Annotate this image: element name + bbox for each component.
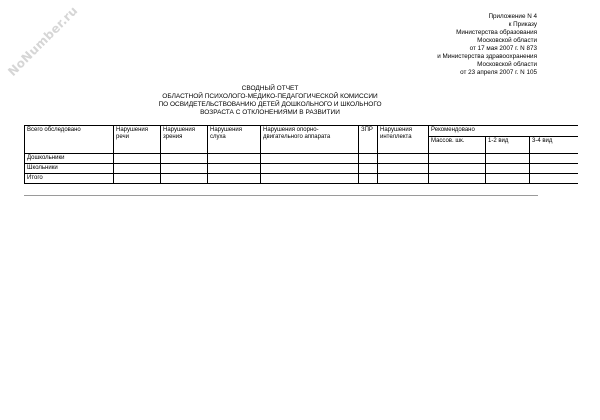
table-cell xyxy=(208,174,261,184)
header-row xyxy=(25,126,578,137)
table-cell xyxy=(161,164,208,174)
row-label-preschool: Дошкольники xyxy=(25,154,114,164)
table-row xyxy=(25,164,578,174)
table-cell xyxy=(530,174,578,184)
title-line: СВОДНЫЙ ОТЧЕТ xyxy=(241,85,299,92)
table-row xyxy=(25,174,578,184)
table-cell xyxy=(486,164,530,174)
header-musculoskeletal: Нарушения опорно-двигательного аппарата xyxy=(261,126,359,154)
header-recommended: Рекомендовано xyxy=(429,126,578,137)
table-cell xyxy=(530,164,578,174)
table-cell xyxy=(486,174,530,184)
table-cell xyxy=(208,154,261,164)
report-table xyxy=(24,125,578,184)
table-cell xyxy=(261,174,359,184)
table-cell xyxy=(359,154,378,164)
header-mass-school: Массов. шк. xyxy=(429,137,486,154)
row-label-schoolchildren: Школьники xyxy=(25,164,114,174)
approval-line: Министерства образования xyxy=(456,29,537,36)
table-cell xyxy=(530,154,578,164)
approval-block xyxy=(437,13,537,77)
report-title xyxy=(140,85,400,117)
table-cell xyxy=(114,154,161,164)
approval-line: Приложение N 4 xyxy=(488,13,537,20)
table-cell xyxy=(429,174,486,184)
table-cell xyxy=(114,174,161,184)
table-cell xyxy=(359,164,378,174)
approval-line: к Приказу xyxy=(508,21,537,28)
table-cell xyxy=(486,154,530,164)
approval-line: от 17 мая 2007 г. N 873 xyxy=(469,45,537,52)
table-cell xyxy=(114,164,161,174)
table-cell xyxy=(261,154,359,164)
title-line: ОБЛАСТНОЙ ПСИХОЛОГО-МЕДИКО-ПЕДАГОГИЧЕСКОЙ КОМИССИИ xyxy=(162,93,378,100)
row-label-total: Итого xyxy=(25,174,114,184)
title-line: ПО ОСВИДЕТЕЛЬСТВОВАНИЮ ДЕТЕЙ ДОШКОЛЬНОГО И ШКОЛЬНОГО xyxy=(158,101,382,108)
approval-line: Московской области xyxy=(477,37,537,44)
bottom-divider xyxy=(24,195,538,196)
table-cell xyxy=(378,164,429,174)
table-cell xyxy=(208,164,261,174)
table-cell xyxy=(261,164,359,174)
approval-line: и Министерства здравоохранения xyxy=(437,53,537,60)
title-line: ВОЗРАСТА С ОТКЛОНЕНИЯМИ В РАЗВИТИИ xyxy=(200,109,340,116)
header-speech: Нарушения речи xyxy=(114,126,161,154)
header-vision: Нарушения зрения xyxy=(161,126,208,154)
table-row xyxy=(25,154,578,164)
header-intellect: Нарушения интеллекта xyxy=(378,126,429,154)
approval-line: Московской области xyxy=(477,61,537,68)
table-cell xyxy=(429,164,486,174)
table-cell xyxy=(378,154,429,164)
header-zpr: ЗПР xyxy=(359,126,378,154)
header-type-1-2: 1-2 вид xyxy=(486,137,530,154)
table-cell xyxy=(161,154,208,164)
table-cell xyxy=(161,174,208,184)
table-cell xyxy=(429,154,486,164)
header-type-3-4: 3-4 вид xyxy=(530,137,578,154)
table-cell xyxy=(378,174,429,184)
approval-line: от 23 апреля 2007 г. N 105 xyxy=(460,69,537,76)
header-total: Всего обследовано xyxy=(25,126,114,154)
table-cell xyxy=(359,174,378,184)
header-hearing: Нарушения слуха xyxy=(208,126,261,154)
watermark: NoNumber.ru xyxy=(5,3,81,79)
